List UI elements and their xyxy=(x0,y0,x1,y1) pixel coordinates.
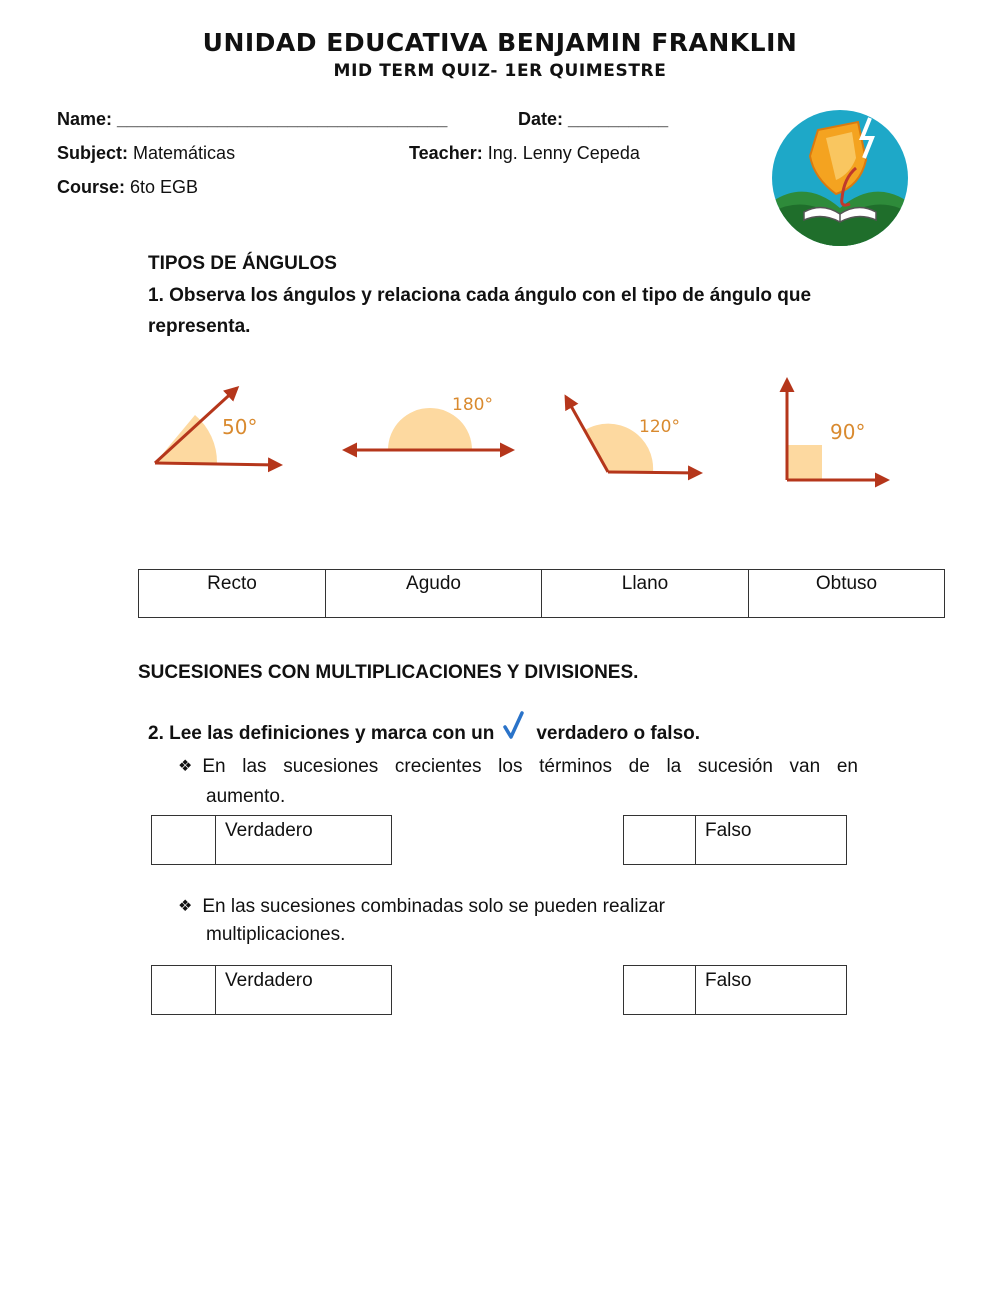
statement-2-true-checkbox[interactable] xyxy=(152,966,216,1014)
section-title-angles: TIPOS DE ÁNGULOS xyxy=(148,253,337,274)
section-title-sequences: SUCESIONES CON MULTIPLICACIONES Y DIVISIONES. xyxy=(138,662,639,683)
diamond-bullet-icon: ❖ xyxy=(178,758,193,775)
question-2-after: verdadero o falso. xyxy=(536,723,701,744)
angle-50-figure xyxy=(155,388,280,465)
angle-50-label: 50° xyxy=(222,415,258,439)
teacher-value: Ing. Lenny Cepeda xyxy=(487,143,640,163)
question-2 xyxy=(148,718,700,749)
statement-2-false-label: Falso xyxy=(705,970,752,991)
name-field xyxy=(57,109,447,130)
type-cell-llano[interactable]: Llano xyxy=(542,570,749,618)
course-value: 6to EGB xyxy=(130,177,199,197)
statement-2-line-1: En las sucesiones combinadas solo se pueden realizar xyxy=(202,896,665,917)
statement-2-row xyxy=(178,893,858,921)
name-line: _________________________________ xyxy=(117,109,448,129)
question-1 xyxy=(148,280,811,342)
angle-180-figure xyxy=(345,395,512,450)
type-cell-agudo[interactable]: Agudo xyxy=(326,570,542,618)
statement-1-false-label: Falso xyxy=(705,820,752,841)
angle-figures xyxy=(140,370,910,500)
teacher-label: Teacher: xyxy=(409,143,483,163)
statement-2-true-label: Verdadero xyxy=(225,970,313,991)
school-name: UNIDAD EDUCATIVA BENJAMIN FRANKLIN xyxy=(202,28,798,57)
table-row xyxy=(139,570,945,618)
date-line: __________ xyxy=(568,109,669,129)
subject-label: Subject: xyxy=(57,143,129,163)
statement-1-true-checkbox[interactable] xyxy=(152,816,216,864)
course-field xyxy=(57,177,198,198)
angle-120-figure xyxy=(566,397,700,473)
teacher-field xyxy=(409,143,640,164)
question-1-line-1: 1. Observa los ángulos y relaciona cada ángulo con el tipo de ángulo que xyxy=(148,285,812,306)
diamond-bullet-icon: ❖ xyxy=(178,898,193,915)
type-cell-recto[interactable]: Recto xyxy=(139,570,326,618)
statement-2-line-2: multiplicaciones. xyxy=(206,924,346,945)
date-label: Date: xyxy=(518,109,564,129)
statement-2 xyxy=(178,893,858,949)
statement-1-row xyxy=(178,752,858,782)
angle-180-label: 180° xyxy=(452,395,493,415)
subject-value: Matemáticas xyxy=(133,143,236,163)
type-cell-obtuso[interactable]: Obtuso xyxy=(749,570,945,618)
statement-2-false-option xyxy=(623,965,847,1015)
statement-1-true-option xyxy=(151,815,392,865)
statement-1-line-1: En las sucesiones crecientes los términos de la sucesión van en xyxy=(202,756,858,777)
statement-1 xyxy=(178,752,858,812)
statement-1-false-option xyxy=(623,815,847,865)
angle-90-label: 90° xyxy=(830,420,866,444)
statement-1-false-checkbox[interactable] xyxy=(624,816,696,864)
school-logo xyxy=(770,108,910,248)
question-1-line-2: representa. xyxy=(148,316,251,337)
statement-1-line-2: aumento. xyxy=(206,786,286,807)
angle-90-figure xyxy=(787,380,887,480)
statement-2-true-option xyxy=(151,965,392,1015)
angle-types-table xyxy=(138,569,945,618)
question-2-before: 2. Lee las definiciones y marca con un xyxy=(148,723,495,744)
name-label: Name: xyxy=(57,109,113,129)
statement-1-true-label: Verdadero xyxy=(225,820,313,841)
checkmark-icon xyxy=(502,711,526,741)
quiz-title: MID TERM QUIZ- 1ER QUIMESTRE xyxy=(333,61,667,81)
statement-2-false-checkbox[interactable] xyxy=(624,966,696,1014)
angle-120-label: 120° xyxy=(639,417,680,437)
course-label: Course: xyxy=(57,177,126,197)
subject-field xyxy=(57,143,235,164)
date-field xyxy=(518,109,668,130)
